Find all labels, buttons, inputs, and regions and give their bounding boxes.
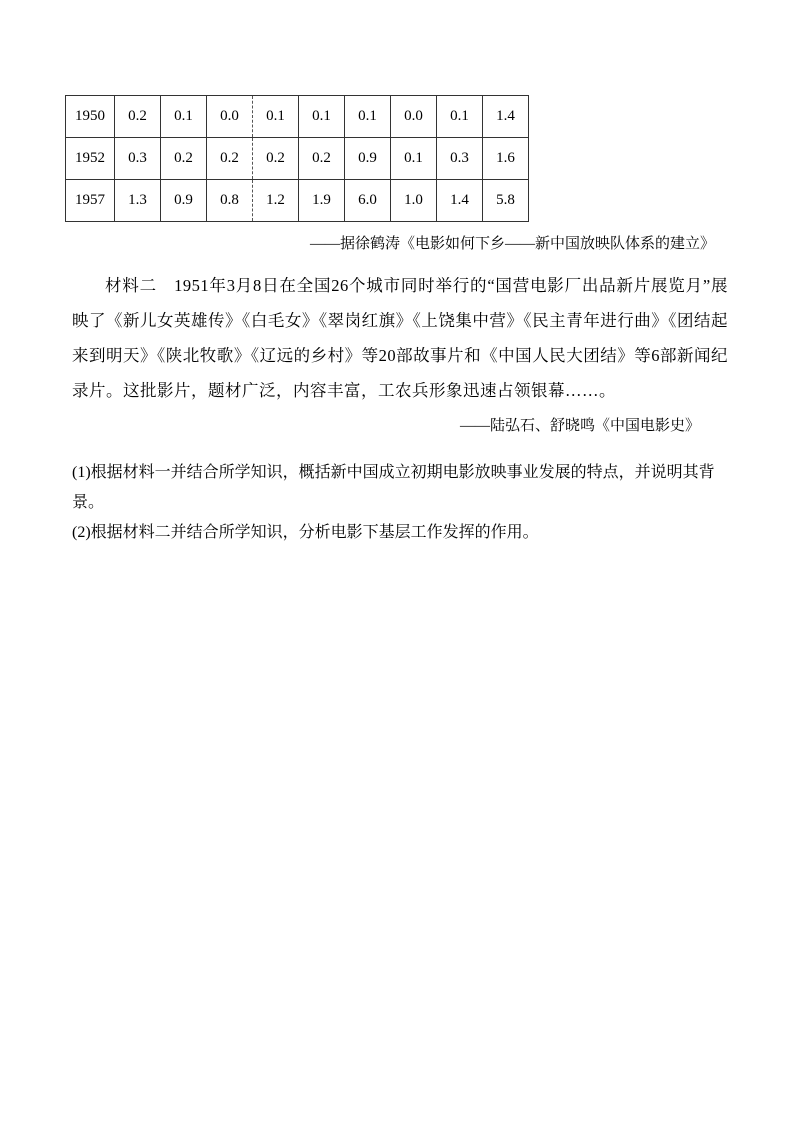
table-cell: 0.2 (115, 96, 161, 138)
table-row (66, 138, 529, 180)
table-row (66, 96, 529, 138)
table-cell: 0.0 (207, 96, 253, 138)
table-cell: 1.4 (437, 180, 483, 222)
table-cell: 0.2 (161, 138, 207, 180)
table-cell: 1.4 (483, 96, 529, 138)
table-cell-year: 1950 (66, 96, 115, 138)
table-cell: 1.9 (299, 180, 345, 222)
table-cell: 1.2 (253, 180, 299, 222)
table-cell: 0.8 (207, 180, 253, 222)
question-2: (2)根据材料二并结合所学知识，分析电影下基层工作发挥的作用。 (72, 524, 539, 541)
statistics-table (65, 95, 529, 222)
table-cell: 0.2 (207, 138, 253, 180)
table-cell: 0.1 (161, 96, 207, 138)
table-cell: 0.2 (253, 138, 299, 180)
table-cell: 6.0 (345, 180, 391, 222)
table-cell: 1.3 (115, 180, 161, 222)
source-citation-2: ——陆弘石、舒晓鸣《中国电影史》 (459, 418, 700, 434)
table-cell: 0.1 (391, 138, 437, 180)
table-cell: 0.0 (391, 96, 437, 138)
table-cell: 0.1 (345, 96, 391, 138)
table-cell: 0.3 (437, 138, 483, 180)
table-cell: 0.9 (345, 138, 391, 180)
table-cell: 0.1 (437, 96, 483, 138)
table-cell-year: 1957 (66, 180, 115, 222)
source-citation-1: ——据徐鹤涛《电影如何下乡——新中国放映队体系的建立》 (309, 236, 715, 252)
material-2-paragraph: 材料二 1951年3月8日在全国26个城市同时举行的“国营电影厂出品新片展览月”展映了《新儿女英雄传》《白毛女》《翠岗红旗》《上饶集中营》《民主青年进行曲》《团结起来到明天》《陕北牧歌》《辽远的乡村》等20部故事片和《中国人民大团结》等6部新闻纪录片。这批影片，题材广泛，内容丰富，工农兵形象迅速占领银幕……。 (72, 276, 728, 400)
table-row (66, 180, 529, 222)
table-cell: 1.6 (483, 138, 529, 180)
table-cell: 0.2 (299, 138, 345, 180)
table-cell-year: 1952 (66, 138, 115, 180)
question-list (72, 458, 730, 548)
table-cell: 0.9 (161, 180, 207, 222)
question-1: (1)根据材料一并结合所学知识，概括新中国成立初期电影放映事业发展的特点，并说明其背景。 (72, 464, 715, 511)
table-cell: 5.8 (483, 180, 529, 222)
table-cell: 0.3 (115, 138, 161, 180)
table-cell: 0.1 (253, 96, 299, 138)
table-cell: 1.0 (391, 180, 437, 222)
table-cell: 0.1 (299, 96, 345, 138)
